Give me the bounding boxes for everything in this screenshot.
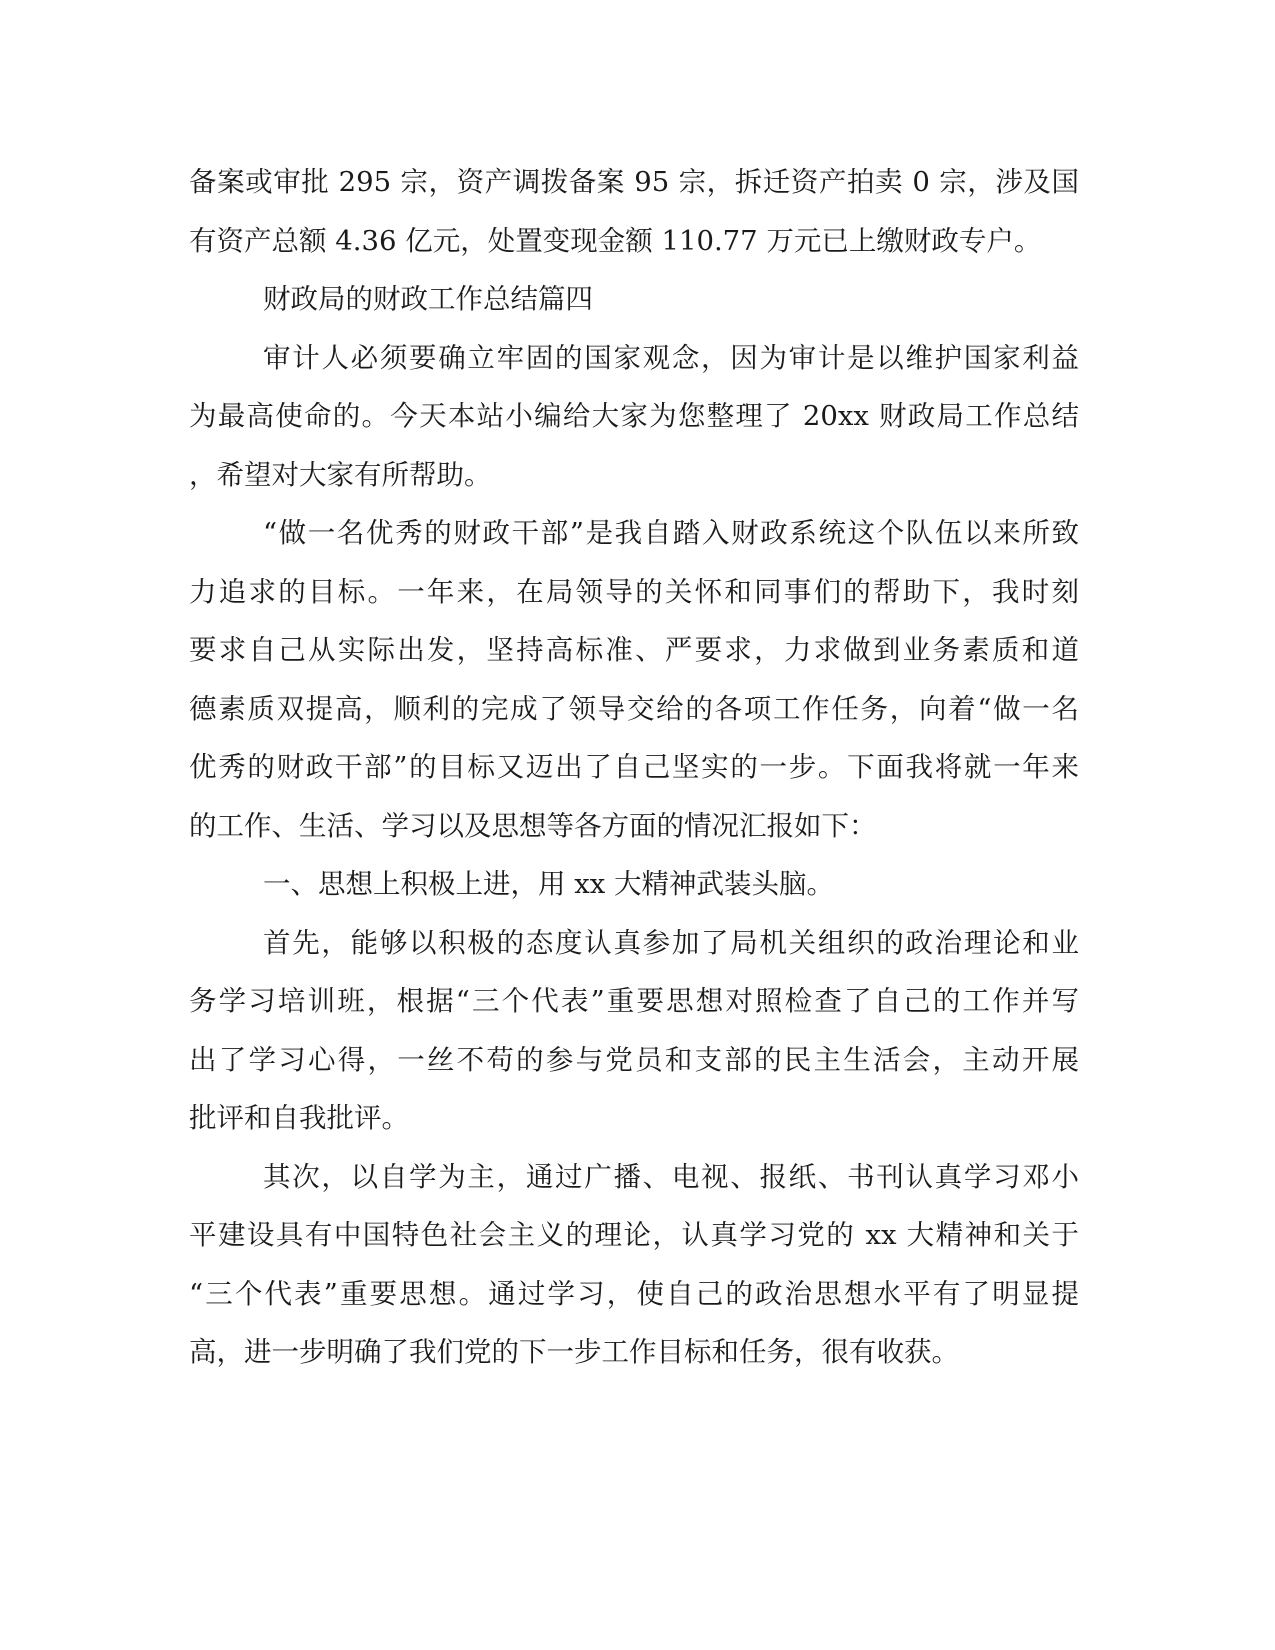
- text-line-5: 为最高使命的。今天本站小编给大家为您整理了 20xx 财政局工作总结: [189, 400, 1079, 432]
- text-line-19: 平建设具有中国特色社会主义的理论，认真学习党的 xx 大精神和关于: [189, 1219, 1079, 1251]
- text-line-11: 优秀的财政干部”的目标又迈出了自己坚实的一步。下面我将就一年来: [189, 751, 1079, 783]
- text-line-20: “三个代表”重要思想。通过学习，使自己的政治思想水平有了明显提: [189, 1278, 1079, 1310]
- text-line-18: 其次，以自学为主，通过广播、电视、报纸、书刊认真学习邓小: [263, 1161, 1079, 1193]
- section-heading: 财政局的财政工作总结篇四: [263, 283, 593, 315]
- text-line-2: 有资产总额 4.36 亿元，处置变现金额 110.77 万元已上缴财政专户。: [189, 225, 1042, 257]
- text-line-4: 审计人必须要确立牢固的国家观念，因为审计是以维护国家利益: [263, 342, 1079, 374]
- text-line-6: ，希望对大家有所帮助。: [189, 459, 492, 491]
- subsection-heading: 一、思想上积极上进，用 xx 大精神武装头脑。: [263, 868, 834, 900]
- text-line-8: 力追求的目标。一年来，在局领导的关怀和同事们的帮助下，我时刻: [189, 576, 1079, 608]
- text-line-15: 务学习培训班，根据“三个代表”重要思想对照检查了自己的工作并写: [189, 985, 1079, 1017]
- text-line-14: 首先，能够以积极的态度认真参加了局机关组织的政治理论和业: [263, 927, 1079, 959]
- text-line-12: 的工作、生活、学习以及思想等各方面的情况汇报如下：: [189, 810, 877, 842]
- text-line-21: 高，进一步明确了我们党的下一步工作目标和任务，很有收获。: [189, 1336, 959, 1368]
- text-line-16: 出了学习心得，一丝不苟的参与党员和支部的民主生活会，主动开展: [189, 1044, 1079, 1076]
- text-line-17: 批评和自我批评。: [189, 1102, 409, 1134]
- text-line-7: “做一名优秀的财政干部”是我自踏入财政系统这个队伍以来所致: [263, 517, 1079, 549]
- text-line-1: 备案或审批 295 宗，资产调拨备案 95 宗，拆迁资产拍卖 0 宗，涉及国: [189, 166, 1079, 198]
- text-line-9: 要求自己从实际出发，坚持高标准、严要求，力求做到业务素质和道: [189, 634, 1079, 666]
- text-line-10: 德素质双提高，顺利的完成了领导交给的各项工作任务，向着“做一名: [189, 693, 1079, 725]
